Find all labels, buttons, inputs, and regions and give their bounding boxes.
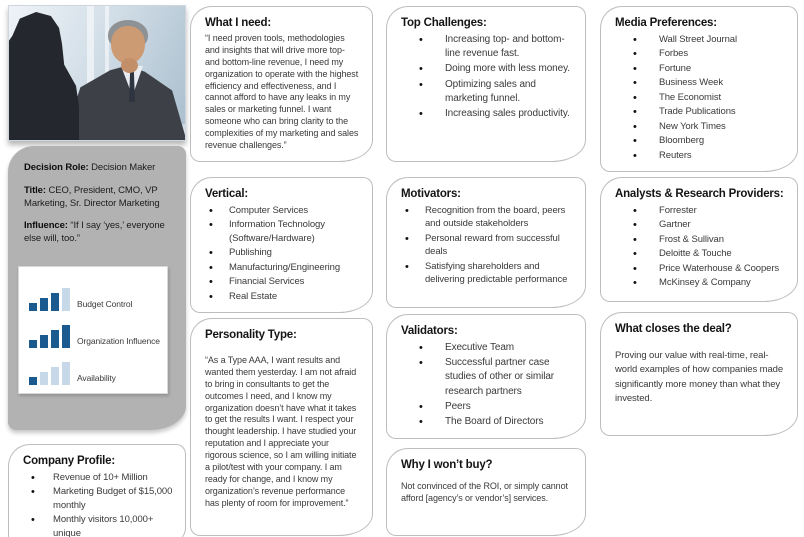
box-title: Motivators: xyxy=(401,188,461,200)
decision-role-value: Decision Maker xyxy=(91,162,156,173)
what-i-need-box xyxy=(190,6,373,162)
box-title: What I need: xyxy=(205,17,271,29)
man-hand xyxy=(121,58,138,73)
list-item: • Publishing xyxy=(205,246,360,259)
box-title: Validators: xyxy=(401,325,458,337)
list-item: • Bloomberg xyxy=(615,134,785,147)
list-item: • Marketing Budget of $15,000 monthly xyxy=(23,485,173,512)
box-title: Company Profile: xyxy=(23,455,116,467)
influence-value: “If I say ‘yes,’ everyone else will, too.” xyxy=(24,220,165,245)
title-field xyxy=(24,185,172,211)
rating-bars-icon xyxy=(29,288,70,311)
list-item: • Price Waterhouse & Coopers xyxy=(615,262,785,275)
title-value: CEO, President, CMO, VP Marketing, Sr. Director Marketing xyxy=(24,184,160,209)
validators-box xyxy=(386,314,586,439)
list-item: • Real Estate xyxy=(205,290,360,303)
man-suit xyxy=(63,64,186,141)
list-item: • Wall Street Journal xyxy=(615,33,785,46)
why-wont-buy-box xyxy=(386,448,586,536)
persona-photo xyxy=(8,5,186,141)
list-item: • Reuters xyxy=(615,149,785,162)
box-title: Why I won’t buy? xyxy=(401,459,493,471)
list-item: • Frost & Sullivan xyxy=(615,233,785,246)
rating-bar-empty xyxy=(62,288,70,311)
rating-bar-filled xyxy=(40,335,48,348)
decision-panel xyxy=(8,146,186,430)
list-item: • Information Technology (Software/Hardware) xyxy=(205,218,360,245)
rating-label: Budget Control xyxy=(77,298,133,309)
list-item: • Successful partner case studies of other or similar research partners xyxy=(401,356,573,399)
rating-row xyxy=(29,277,161,311)
list-item: • Forrester xyxy=(615,204,785,217)
rating-bar-filled xyxy=(29,303,37,311)
bullet-list xyxy=(401,204,573,287)
decision-role-field xyxy=(24,162,172,175)
list-item: • Revenue of 10+ Million xyxy=(23,471,173,484)
list-item: • Recognition from the board, peers and outside stakeholders xyxy=(401,204,573,231)
box-title: Vertical: xyxy=(205,188,248,200)
list-item: • Computer Services xyxy=(205,204,360,217)
list-item: • Doing more with less money. xyxy=(401,62,573,76)
bullet-list xyxy=(615,33,785,162)
what-closes-the-deal-box xyxy=(600,312,798,436)
list-item: • Optimizing sales and marketing funnel. xyxy=(401,78,573,106)
decision-role-label: Decision Role: xyxy=(24,162,89,173)
bullet-list xyxy=(205,204,360,303)
list-item: • Financial Services xyxy=(205,275,360,288)
rating-bar-filled xyxy=(29,340,37,348)
list-item: • Manufacturing/Engineering xyxy=(205,261,360,274)
box-title: Personality Type: xyxy=(205,329,297,341)
list-item: • New York Times xyxy=(615,120,785,133)
list-item: • Monthly visitors 10,000+ unique xyxy=(23,513,173,537)
rating-bar-filled xyxy=(51,330,59,348)
list-item: • The Economist xyxy=(615,91,785,104)
rating-row xyxy=(29,351,161,385)
box-body: Not convinced of the ROI, or simply cannot afford [agency’s or vendor’s] services. xyxy=(401,481,568,503)
bullet-list xyxy=(401,33,573,121)
box-title: What closes the deal? xyxy=(615,323,732,335)
rating-bar-filled xyxy=(51,293,59,311)
motivators-box xyxy=(386,177,586,308)
title-label: Title: xyxy=(24,184,46,196)
rating-bar-filled xyxy=(40,298,48,311)
vertical-box xyxy=(190,177,373,313)
bullet-list xyxy=(615,204,785,290)
rating-bar-filled xyxy=(29,377,37,385)
list-item: • Increasing sales productivity. xyxy=(401,107,573,121)
woman-silhouette xyxy=(8,12,79,141)
list-item: • Fortune xyxy=(615,62,785,75)
list-item: • Satisfying shareholders and delivering predictable performance xyxy=(401,260,573,287)
personality-type-box xyxy=(190,318,373,536)
list-item: • Business Week xyxy=(615,76,785,89)
rating-row xyxy=(29,314,161,348)
list-item: • Trade Publications xyxy=(615,105,785,118)
box-title: Media Preferences: xyxy=(615,17,717,29)
influence-ratings-card xyxy=(18,266,168,394)
list-item: • Peers xyxy=(401,400,573,414)
media-preferences-box xyxy=(600,6,798,172)
rating-label: Availability xyxy=(77,373,116,384)
bullet-list xyxy=(401,341,573,429)
rating-bars-icon xyxy=(29,362,70,385)
list-item: • Gartner xyxy=(615,218,785,231)
bullet-list xyxy=(23,471,173,537)
list-item: • Deloitte & Touche xyxy=(615,247,785,260)
rating-label: Organization Influence xyxy=(77,335,160,346)
box-title: Analysts & Research Providers: xyxy=(615,188,784,200)
list-item: • McKinsey & Company xyxy=(615,276,785,289)
list-item: • Increasing top- and bottom-line revenue fast. xyxy=(401,33,573,61)
list-item: • The Board of Directors xyxy=(401,415,573,429)
analysts-research-providers-box xyxy=(600,177,798,302)
rating-bar-empty xyxy=(51,367,59,385)
rating-bar-empty xyxy=(62,362,70,385)
top-challenges-box xyxy=(386,6,586,162)
rating-bar-empty xyxy=(40,372,48,385)
influence-label: Influence: xyxy=(24,220,68,232)
box-title: Top Challenges: xyxy=(401,17,487,29)
box-body: “As a Type AAA, I want results and wanted them yesterday. I am not afraid to bring in consultants to get the outcomes I need, and I know my organization doesn’t have what it takes to get the results I want. I respect your thought leadership. I have studied your reputation and I appreciate your rigorous science, so I am willing initiate a pilot/test with your company. I am ready for change, and I know my organization’s revenue performance has plenty of room for improvement.” xyxy=(205,355,357,508)
box-body: “I need proven tools, methodologies and insights that will drive more top- and bottom-line revenue, I need my organization to operate with the highest efficiency and effectiveness, and I cannot afford to have any leaks in my sales or marketing funnel. I want someone who can bring clarity to the complexities of my marketing and sales revenue challenges.” xyxy=(205,33,359,150)
influence-field xyxy=(24,220,172,246)
list-item: • Executive Team xyxy=(401,341,573,355)
rating-bars-icon xyxy=(29,325,70,348)
list-item: • Forbes xyxy=(615,47,785,60)
list-item: • Personal reward from successful deals xyxy=(401,232,573,259)
rating-bar-filled xyxy=(62,325,70,348)
company-profile-box xyxy=(8,444,186,537)
box-body: Proving our value with real-time, real-world examples of how companies made significantly more money than what they invested. xyxy=(615,350,784,404)
